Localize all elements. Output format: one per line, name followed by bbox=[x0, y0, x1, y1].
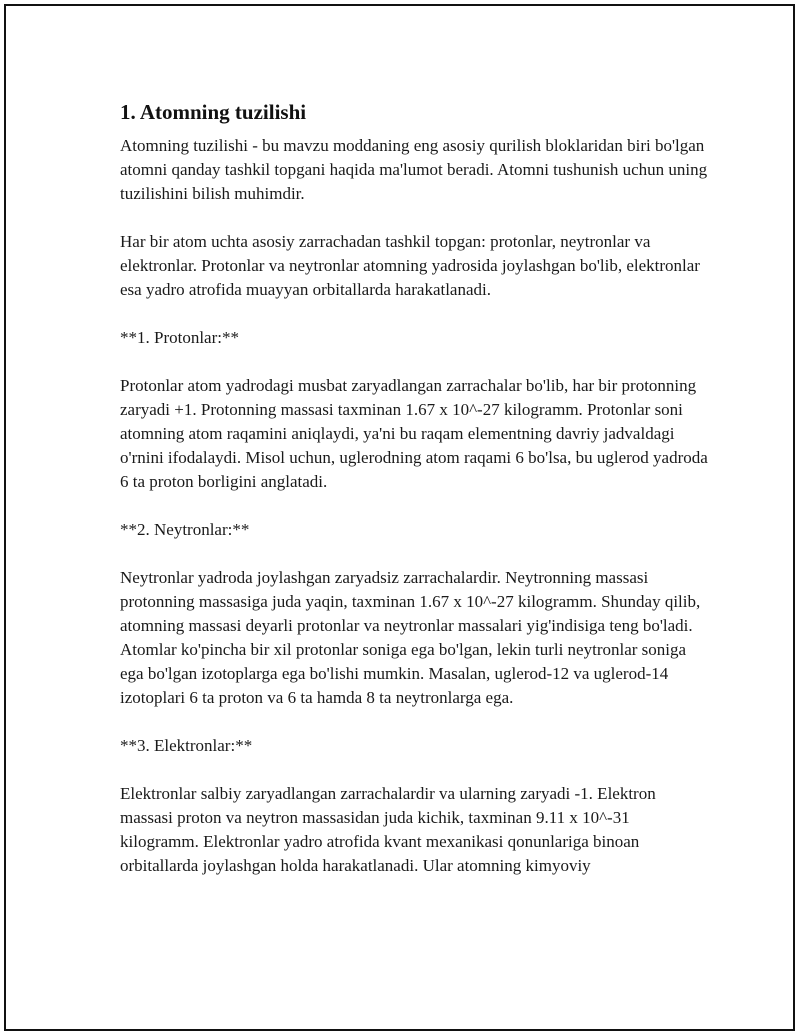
document-body bbox=[120, 98, 710, 902]
section-heading-electrons: **3. Elektronlar:** bbox=[120, 736, 253, 755]
paragraph-electrons: Elektronlar salbiy zaryadlangan zarrachalardir va ularning zaryadi -1. Elektron massasi proton va neytron massasidan juda kichik, taxminan 9.11 x 10^-31 kilogramm. Elektronlar yadro atrofida kvant mexanikasi qonunlariga binoan orbitallarda joylashgan holda harakatlanadi. Ular atomning kimyoviy bbox=[120, 784, 656, 875]
paragraph-intro: Atomning tuzilishi - bu mavzu moddaning eng asosiy qurilish bloklaridan biri bo'lgan atomni qanday tashkil topgani haqida ma'lumot beradi. Atomni tushunish uchun uning tuzilishini bilish muhimdir. bbox=[120, 136, 708, 203]
page-title: 1. Atomning tuzilishi bbox=[120, 100, 307, 124]
section-heading-neutrons: **2. Neytronlar:** bbox=[120, 520, 250, 539]
paragraph-protons: Protonlar atom yadrodagi musbat zaryadlangan zarrachalar bo'lib, har bir protonning zaryadi +1. Protonning massasi taxminan 1.67 x 10^-27 kilogramm. Protonlar soni atomning atom raqamini aniqlaydi, ya'ni bu raqam elementning davriy jadvaldagi o'rnini ifodalaydi. Misol uchun, uglerodning atom raqami 6 bo'lsa, bu uglerod yadroda 6 ta proton borligini anglatadi. bbox=[120, 376, 708, 491]
document-page bbox=[4, 4, 795, 1031]
paragraph-particles: Har bir atom uchta asosiy zarrachadan tashkil topgan: protonlar, neytronlar va elektronlar. Protonlar va neytronlar atomning yadrosida joylashgan bo'lib, elektronlar esa yadro atrofida muayyan orbitallarda harakatlanadi. bbox=[120, 232, 700, 299]
section-heading-protons: **1. Protonlar:** bbox=[120, 328, 239, 347]
paragraph-neutrons: Neytronlar yadroda joylashgan zaryadsiz zarrachalardir. Neytronning massasi protonning massasiga juda yaqin, taxminan 1.67 x 10^-27 kilogramm. Shunday qilib, atomning massasi deyarli protonlar va neytronlar massalari yig'indisiga teng bo'ladi. Atomlar ko'pincha bir xil protonlar soniga ega bo'lgan, lekin turli neytronlar soniga ega bo'lgan izotoplarga ega bo'lishi mumkin. Masalan, uglerod-12 va uglerod-14 izotoplari 6 ta proton va 6 ta hamda 8 ta neytronlarga ega. bbox=[120, 568, 701, 707]
